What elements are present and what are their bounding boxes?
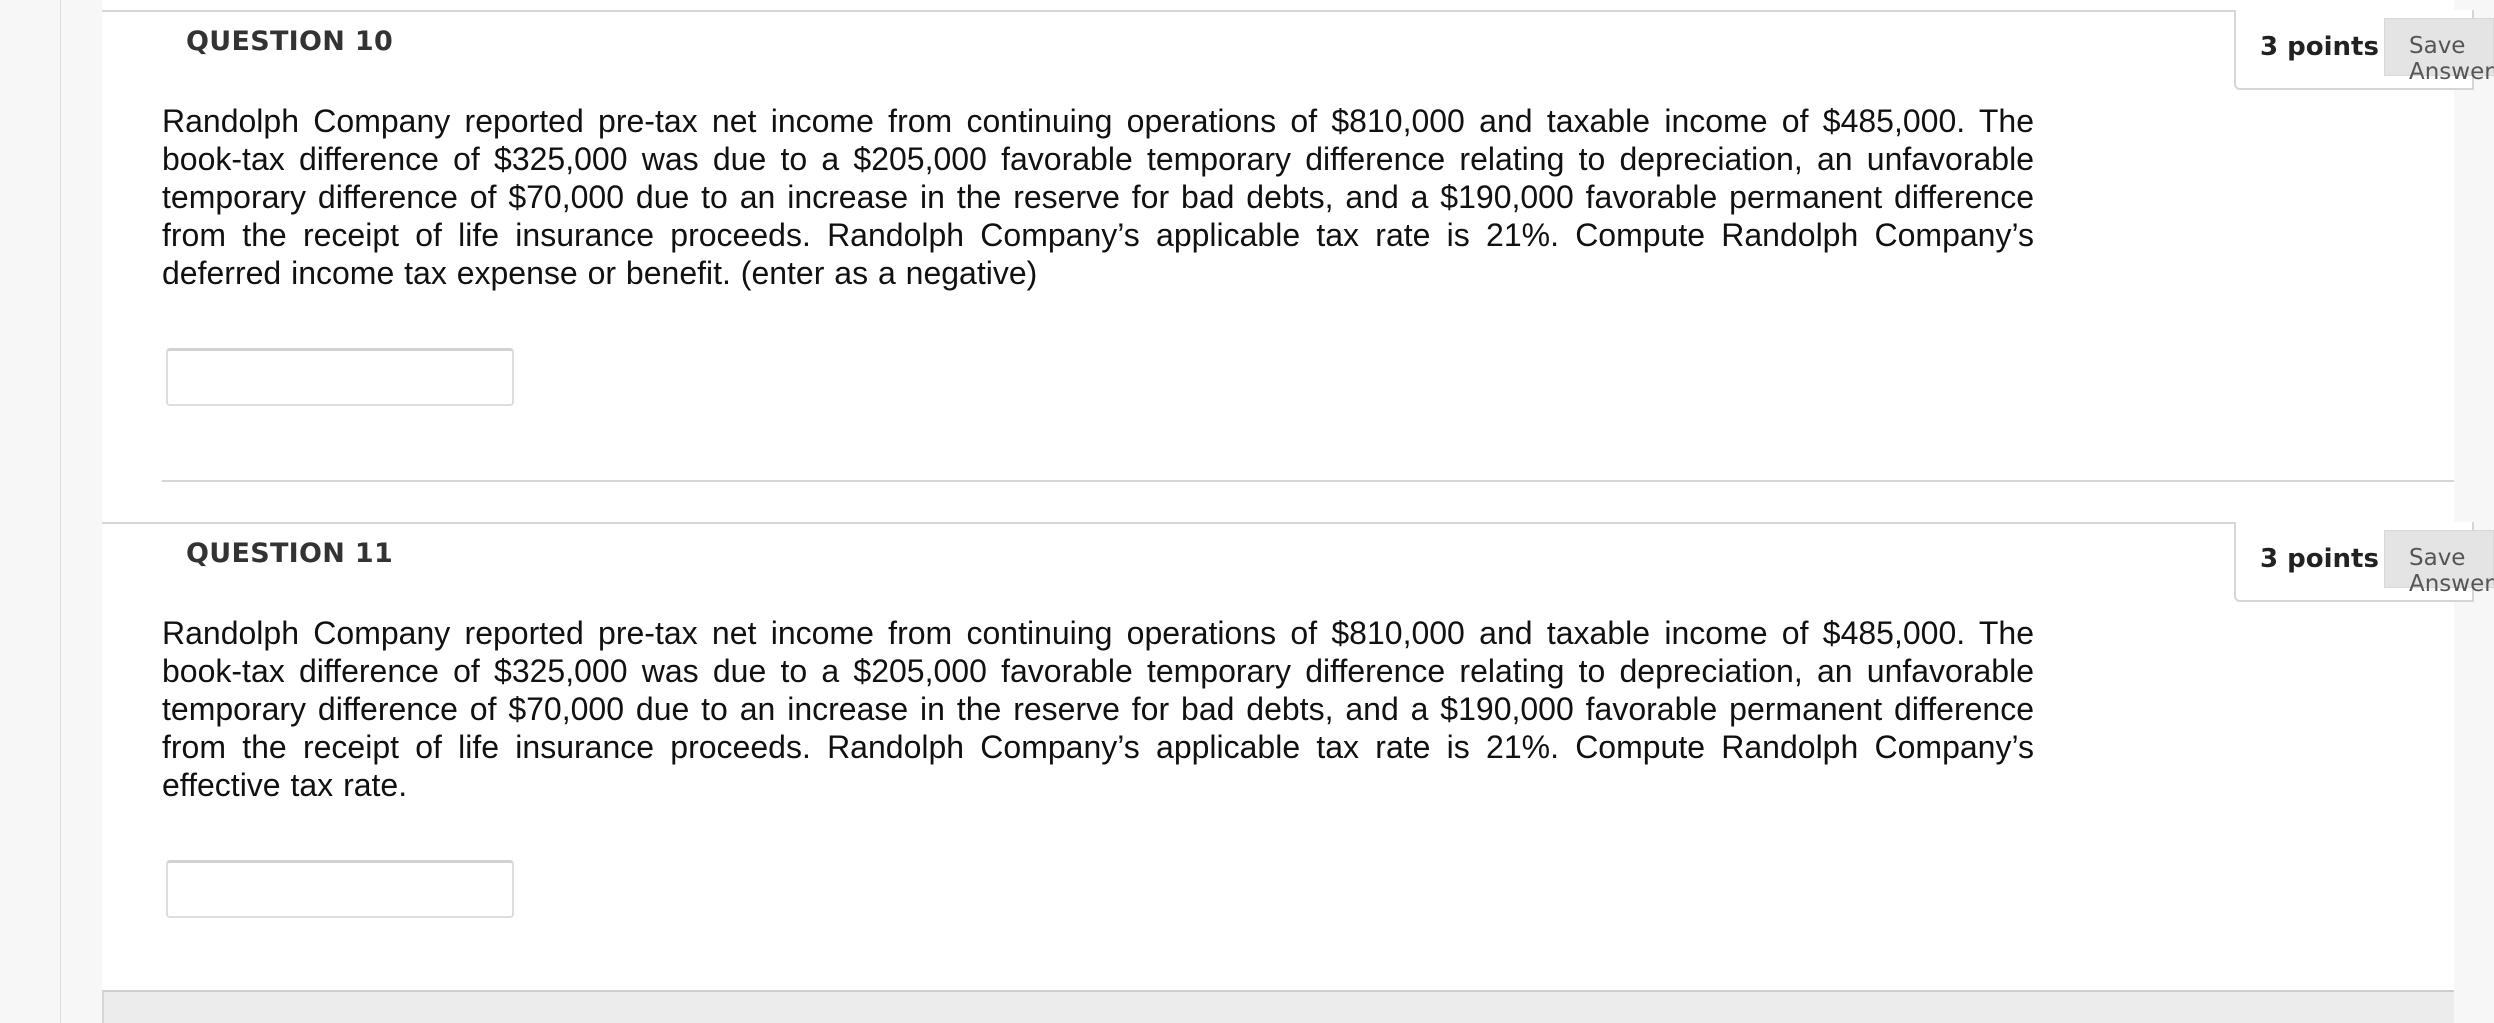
save-answer-button[interactable]: Save Answer [2384,18,2494,76]
question-text: Randolph Company reported pre-tax net income from continuing operations of $810,000 and taxable income of $485,000. The book-tax difference of $325,000 was due to a $205,000 favorable temporary difference relating to depreciation, an unfavorable temporary difference of $70,000 due to an increase in the reserve for bad debts, and a $190,000 favorable permanent difference from the receipt of life insurance proceeds. Randolph Company’s applicable tax rate is 21%. Compute Randolph Company’s effective tax rate. [162,615,2034,803]
question-10 [102,10,2494,482]
question-separator [162,480,2454,482]
points-label: 3 points [2260,544,2379,574]
question-list [102,0,2494,1023]
left-gutter-divider [60,0,61,1023]
question-title: QUESTION 10 [186,26,394,57]
question-11 [102,522,2494,992]
question-text: Randolph Company reported pre-tax net income from continuing operations of $810,000 and taxable income of $485,000. The book-tax difference of $325,000 was due to a $205,000 favorable temporary difference relating to depreciation, an unfavorable temporary difference of $70,000 due to an increase in the reserve for bad debts, and a $190,000 favorable permanent difference from the receipt of life insurance proceeds. Randolph Company’s applicable tax rate is 21%. Compute Randolph Company’s deferred income tax expense or benefit. (enter as a negative) [162,103,2034,291]
next-question-header [102,990,2454,1023]
answer-input[interactable] [166,348,514,406]
points-panel [2234,10,2494,90]
answer-input[interactable] [166,860,514,918]
question-title: QUESTION 11 [186,538,394,569]
points-label: 3 points [2260,32,2379,62]
points-panel [2234,522,2494,602]
save-answer-button[interactable]: Save Answer [2384,530,2494,588]
